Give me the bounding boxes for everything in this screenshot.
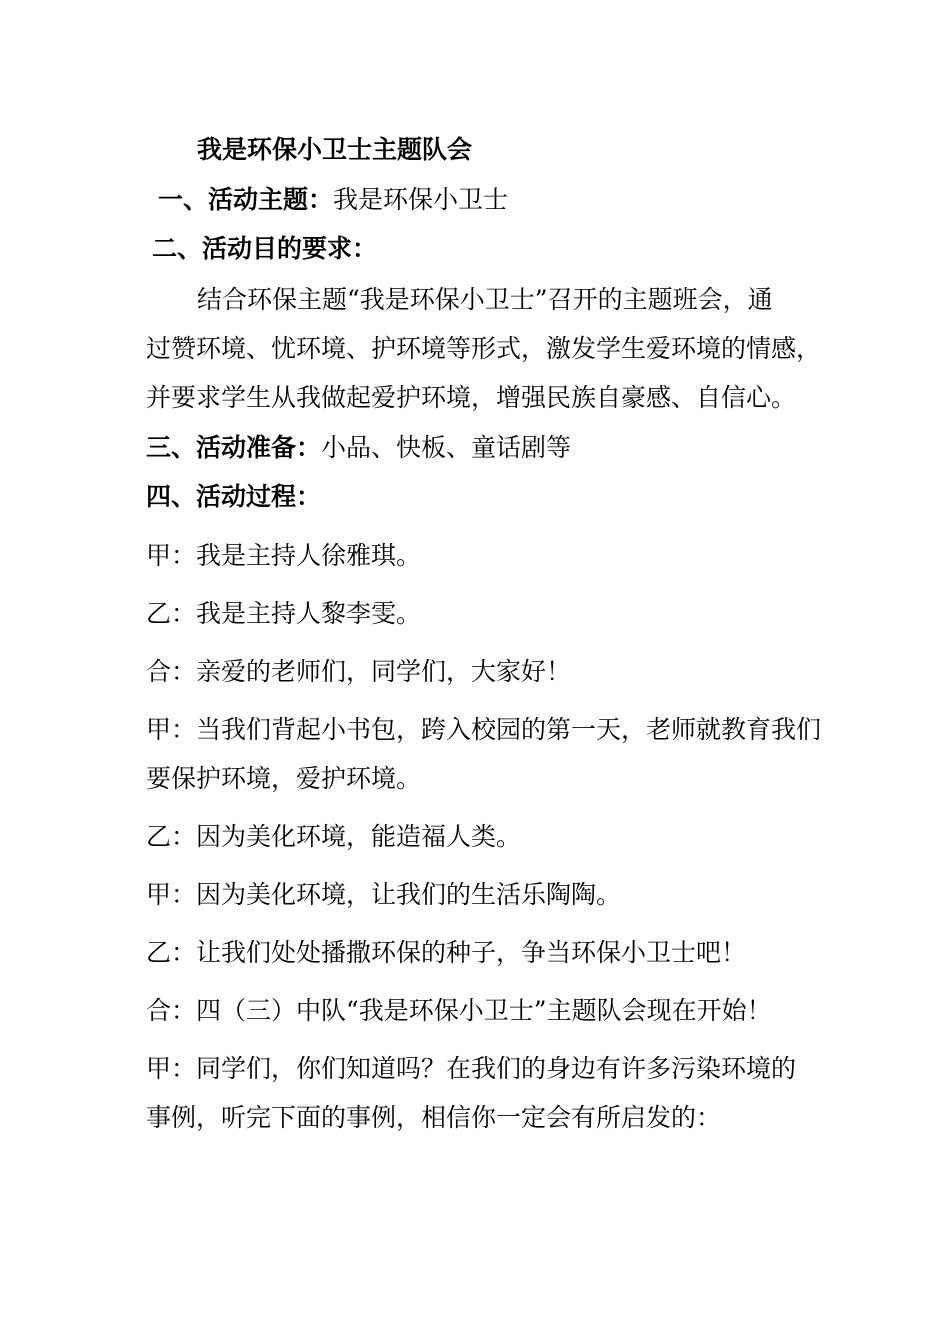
dialogue-line: 乙：我是主持人黎李雯。 bbox=[146, 599, 422, 628]
section-2-para-line: 结合环保主题“我是环保小卫士”召开的主题班会，通 bbox=[197, 285, 773, 314]
dialogue-line: 甲：同学们，你们知道吗？在我们的身边有许多污染环境的 bbox=[146, 1054, 797, 1083]
dialogue-line: 乙：因为美化环境，能造福人类。 bbox=[146, 822, 522, 851]
dialogue-line: 甲：因为美化环境，让我们的生活乐陶陶。 bbox=[146, 880, 622, 909]
section-1-heading: 一、活动主题： bbox=[158, 185, 334, 214]
section-4-heading: 四、活动过程： bbox=[146, 482, 322, 511]
dialogue-line: 合：亲爱的老师们，同学们，大家好！ bbox=[146, 657, 572, 686]
section-4 bbox=[146, 484, 321, 509]
document-title: 我是环保小卫士主题队会 bbox=[197, 135, 473, 164]
section-2-para-line: 并要求学生从我做起爱护环境，增强民族自豪感、自信心。 bbox=[146, 383, 797, 412]
dialogue-line: 甲：我是主持人徐雅琪。 bbox=[146, 541, 422, 570]
section-2-heading: 二、活动目的要求： bbox=[152, 234, 378, 263]
dialogue-line: 合：四（三）中队“我是环保小卫士”主题队会现在开始！ bbox=[146, 996, 772, 1025]
section-2-para-line: 过赞环境、忧环境、护环境等形式，激发学生爱环境的情感， bbox=[146, 334, 822, 363]
section-3-heading: 三、活动准备： bbox=[146, 433, 322, 462]
section-2 bbox=[152, 236, 377, 261]
dialogue-line: 甲：当我们背起小书包，跨入校园的第一天，老师就教育我们 bbox=[146, 715, 822, 744]
dialogue-line: 要保护环境，爱护环境。 bbox=[146, 764, 422, 793]
section-3 bbox=[146, 435, 571, 460]
dialogue-line: 乙：让我们处处播撒环保的种子，争当环保小卫士吧！ bbox=[146, 938, 747, 967]
section-3-text: 小品、快板、童话剧等 bbox=[321, 433, 572, 462]
dialogue-line: 事例，听完下面的事例，相信你一定会有所启发的： bbox=[146, 1103, 722, 1132]
section-1 bbox=[158, 187, 508, 212]
section-1-text: 我是环保小卫士 bbox=[333, 185, 509, 214]
